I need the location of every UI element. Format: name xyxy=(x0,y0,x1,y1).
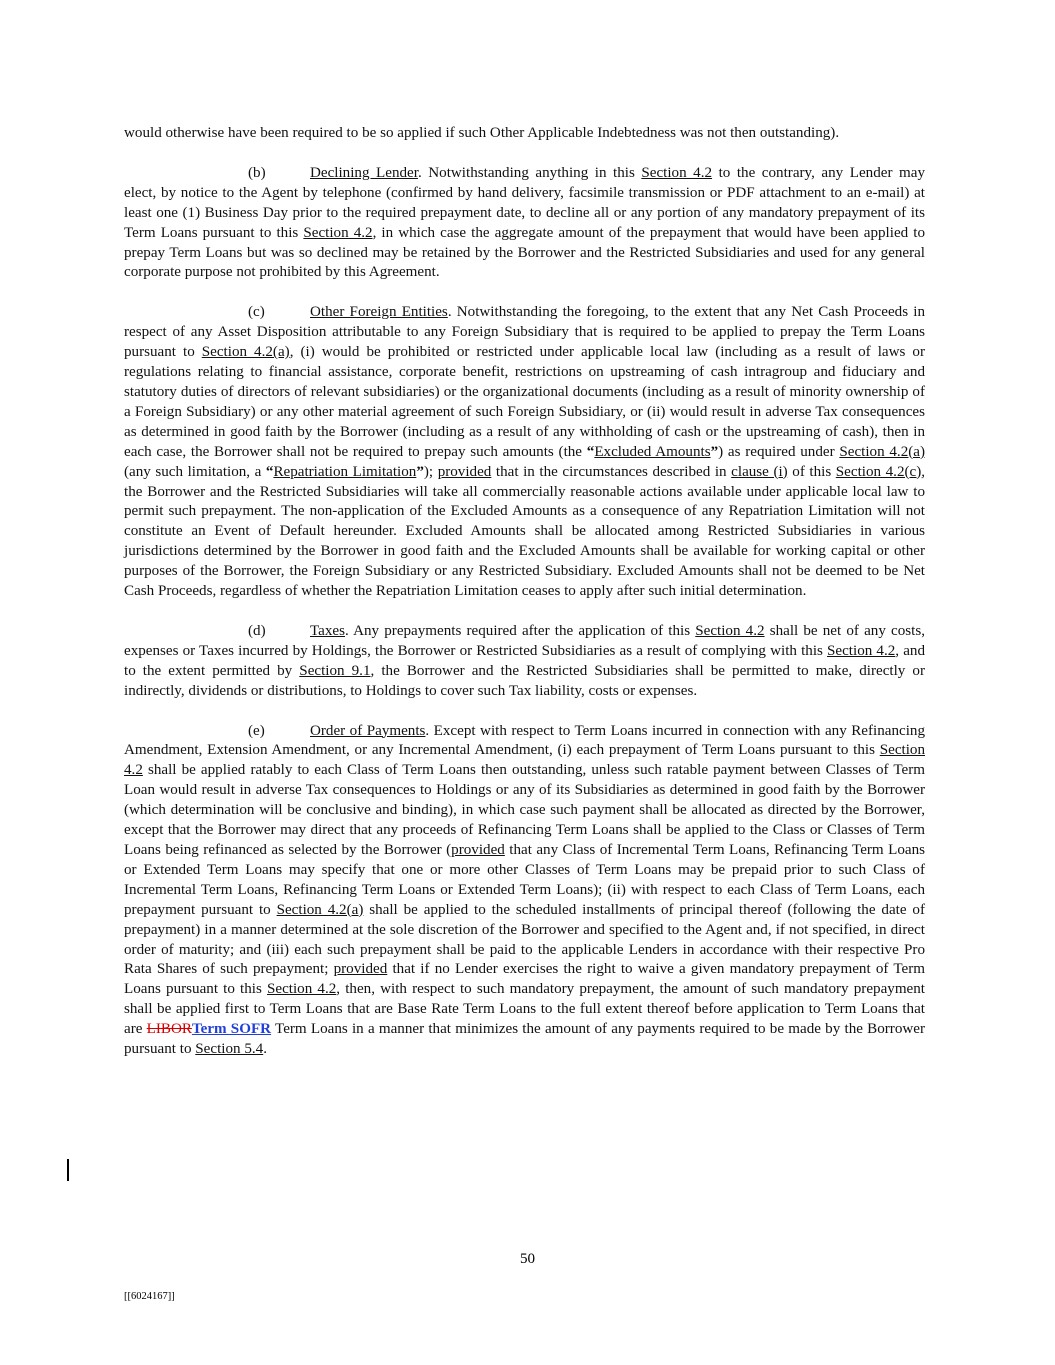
section-e-text-8: . xyxy=(263,1041,267,1058)
section-d-number: (d) xyxy=(248,622,266,639)
section-e-text-3: that any Class of Incremental Term Loans, Refinancing Term Loans or Extended Term Loans may specify that one or more other Classes of Term Loans may be prepaid prior to such Class of Incremental Term Loans, Refinancing Term Loans or Extended Term Loans); (ii) with respect to each Class of Term Loans, each prepayment pursuant to xyxy=(124,842,925,918)
section-ref: Section 4.2(a) xyxy=(201,344,290,361)
section-e-text-7: Term Loans in a manner that minimizes the amount of any payments required to be made by the Borrower pursuant to xyxy=(124,1021,926,1058)
section-c xyxy=(124,303,925,602)
section-ref: Section 4.2 xyxy=(267,981,337,998)
section-e-text-2: shall be applied ratably to each Class of Term Loans then outstanding, unless such ratable payment between Classes of Term Loan would result in adverse Tax consequences to Holdings or any of its Subsidiaries as determined in good faith by the Borrower (which determination will be conclusive and binding), in which case such payment shall be allocated as directed by the Borrower, except that the Borrower may direct that any proceeds of Refinancing Term Loans shall be applied to the Class or Classes of Term Loans being refinanced as selected by the Borrower ( xyxy=(124,762,925,858)
defined-term-excluded-amounts: Excluded Amounts xyxy=(594,443,711,460)
section-d-text-3: , and to the extent permitted by xyxy=(124,642,925,679)
section-b-heading: Declining Lender xyxy=(310,164,418,181)
section-d xyxy=(124,622,925,702)
section-e-text-4: shall be applied to the scheduled installments of principal thereof (following the date of prepayment) in a manner determined at the sole discretion of the Borrower and specified to the Agent and, if not specified, in direct order of maturity; and (iii) each such prepayment shall be paid to the applicable Lenders in accordance with their respective Pro Rata Shares of such prepayment; xyxy=(124,901,925,978)
quote-open: “ xyxy=(586,443,595,460)
intro-paragraph xyxy=(124,124,925,144)
section-c-text-8: , the Borrower and the Restricted Subsidiaries will take all commercially reasonable actions available under applicable local law to permit such prepayment. The non-application of the Excluded Amounts as a consequence of any Repatriation Limitation will not constitute an Event of Default hereunder. Excluded Amounts shall be allocated among Restricted Subsidiaries in various jurisdictions determined by the Borrower in good faith and the Excluded Amounts shall be available for working capital or other purposes of the Borrower, the Foreign Subsidiary or any Restricted Subsidiary. Excluded Amounts shall not be deemed to be Net Cash Proceeds, regardless of whether the Repatriation Limitation ceases to apply after such initial determination. xyxy=(124,463,926,600)
section-ref: Section 4.2 xyxy=(303,224,373,241)
quote-open: “ xyxy=(265,463,274,480)
section-d-heading: Taxes xyxy=(310,622,345,639)
section-c-text-1: . Notwithstanding the foregoing, to the extent that any Net Cash Proceeds in respect of any Asset Disposition attributable to any Foreign Subsidiary that is required to be applied to prepay the Term Loans pursuant to xyxy=(124,304,926,361)
section-c-text-4: (any such limitation, a xyxy=(124,463,266,480)
section-ref: Section 4.2(a) xyxy=(839,443,925,460)
document-body xyxy=(124,124,925,1080)
section-c-text-5: ); xyxy=(423,463,438,480)
section-c-number: (c) xyxy=(248,304,265,321)
section-ref: Section 4.2 xyxy=(827,642,896,659)
section-ref: Section 4.2(a) xyxy=(276,901,364,918)
section-c-text-3: ) as required under xyxy=(718,443,840,460)
intro-text: would otherwise have been required to be so applied if such Other Applicable Indebtedness was not then outstanding). xyxy=(124,125,840,141)
section-ref: Section 4.2 xyxy=(641,164,713,181)
section-b-text-3: , in which case the aggregate amount of the prepayment that would have been applied to prepay Term Loans but was so declined may be retained by the Borrower and the Restricted Subsidiaries and used for any general corporate purpose not prohibited by this Agreement. xyxy=(124,224,925,281)
section-ref: Section 4.2 xyxy=(124,742,925,779)
section-b-number: (b) xyxy=(248,164,266,181)
section-ref: Section 4.2 xyxy=(695,622,765,639)
section-b xyxy=(124,164,925,283)
document-id: [[6024167]] xyxy=(124,1291,175,1302)
quote-close: ” xyxy=(710,443,719,460)
page-number: 50 xyxy=(519,1251,536,1267)
section-e-text-1: . Except with respect to Term Loans incurred in connection with any Refinancing Amendment, Extension Amendment, or any Incremental Amendment, (i) each prepayment of Term Loans pursuant to this xyxy=(124,722,925,759)
section-e-number: (e) xyxy=(248,722,265,739)
section-d-text-2: shall be net of any costs, expenses or Taxes incurred by Holdings, the Borrower or Restricted Subsidiaries as a result of complying with this xyxy=(124,622,925,659)
section-ref: Section 9.1 xyxy=(299,662,371,679)
section-d-text-4: , the Borrower and the Restricted Subsidiaries shall be permitted to make, directly or indirectly, dividends or distributions, to Holdings to cover such Tax liability, costs or expenses. xyxy=(124,662,925,699)
section-ref: Section 4.2(c) xyxy=(835,463,922,480)
section-e xyxy=(124,722,925,1060)
section-e-text-6: , then, with respect to such mandatory prepayment, the amount of such mandatory prepayment shall be applied first to Term Loans that are Base Rate Term Loans to the full extent thereof before application to Term Loans that are xyxy=(124,981,925,1038)
section-b-text-1: . Notwithstanding anything in this xyxy=(417,164,642,181)
section-c-text-2: , (i) would be prohibited or restricted under applicable local law (including as a result of laws or regulations relating to financial assistance, corporate benefit, restrictions on upstreaming of cash intragroup and fiduciary and statutory duties of directors of relevant subsidiaries) or the organizational documents (including as a result of minority ownership of a Foreign Subsidiary) or any other material agreement of such Foreign Subsidiary, or (ii) would result in adverse Tax consequences as determined in good faith by the Borrower (including as a result of any withholding of cash or the upstreaming of cash), then in each case, the Borrower shall not be required to prepay such amounts (the xyxy=(124,344,925,460)
section-c-text-7: of this xyxy=(787,463,836,480)
section-c-text-6: that in the circumstances described in xyxy=(491,463,732,480)
quote-close: ” xyxy=(416,463,424,480)
deleted-text-libor: LIBOR xyxy=(146,1021,192,1038)
section-b-text-2: to the contrary, any Lender may elect, by notice to the Agent by telephone (confirmed by hand delivery, facsimile transmission or PDF attachment to an e-mail) at least one (1) Business Day prior to the required prepayment date, to decline all or any portion of any mandatory prepayment of its Term Loans pursuant to this xyxy=(124,164,925,241)
provided-term: provided xyxy=(333,961,388,978)
revision-change-bar xyxy=(67,1159,69,1181)
defined-term-repatriation-limitation: Repatriation Limitation xyxy=(273,463,417,480)
section-ref: Section 5.4 xyxy=(195,1041,264,1058)
inserted-text-term-sofr: Term SOFR xyxy=(191,1021,272,1038)
section-e-text-5: that if no Lender exercises the right to waive a given mandatory prepayment of Term Loans pursuant to this xyxy=(124,961,925,998)
provided-term: provided xyxy=(437,463,492,480)
section-e-heading: Order of Payments xyxy=(310,722,426,739)
section-c-heading: Other Foreign Entities xyxy=(310,304,448,321)
section-d-text-1: . Any prepayments required after the application of this xyxy=(345,622,696,639)
clause-ref: clause (i) xyxy=(731,463,788,480)
provided-term: provided xyxy=(451,842,505,858)
